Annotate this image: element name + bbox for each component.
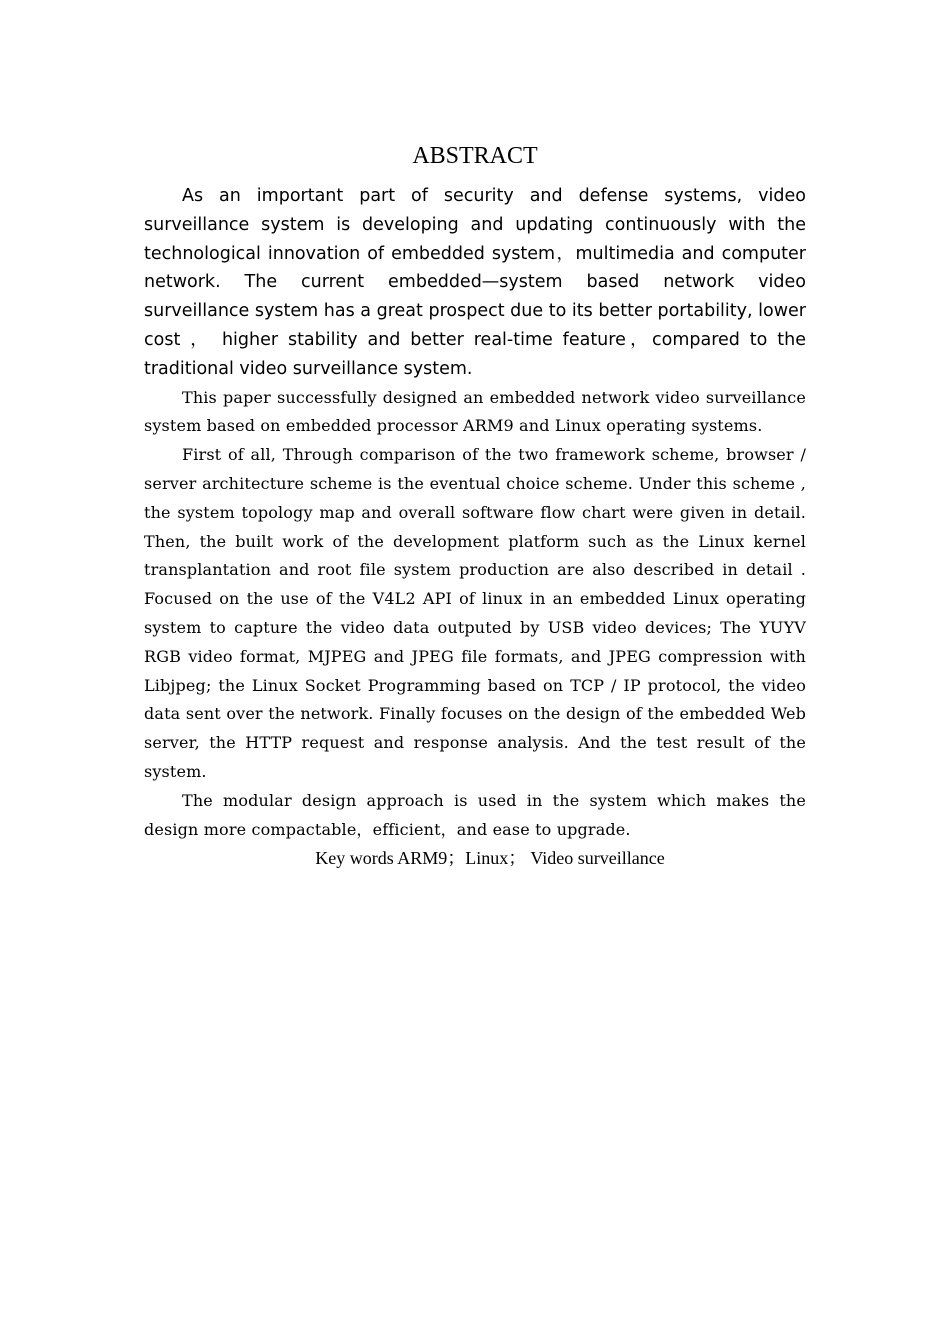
abstract-paragraph-4: The modular design approach is used in the system which makes the design more compactable，efficient，and ease to upgrade. bbox=[144, 790, 806, 839]
keywords-line: Key words ARM9；Linux； Video surveillance bbox=[315, 848, 665, 869]
abstract-page bbox=[144, 140, 806, 873]
abstract-paragraph-1: As an important part of security and defense systems, video surveillance system is developing and updating continuously with the technological innovation of embedded system，multimedia and computer network. The current embedded—system based network video surveillance system has a great prospect due to its better portability, lower cost ， higher stability and better real-time feature，compared to the traditional video surveillance system. bbox=[144, 186, 806, 379]
abstract-title: ABSTRACT bbox=[412, 143, 538, 169]
abstract-paragraph-3: First of all, Through comparison of the two framework scheme, browser / server architecture scheme is the eventual choice scheme. Under this scheme , the system topology map and overall software flow chart were given in detail. Then, the built work of the development platform such as the Linux kernel transplantation and root file system production are also described in detail . Focused on the use of the V4L2 API of linux in an embedded Linux operating system to capture the video data outputed by USB video devices; The YUYV RGB video format, MJPEG and JPEG file formats, and JPEG compression with Libjpeg; the Linux Socket Programming based on TCP / IP protocol, the video data sent over the network. Finally focuses on the design of the embedded Web server, the HTTP request and response analysis. And the test result of the system. bbox=[144, 445, 806, 781]
abstract-paragraph-2: This paper successfully designed an embedded network video surveillance system based on embedded processor ARM9 and Linux operating systems. bbox=[144, 387, 806, 436]
